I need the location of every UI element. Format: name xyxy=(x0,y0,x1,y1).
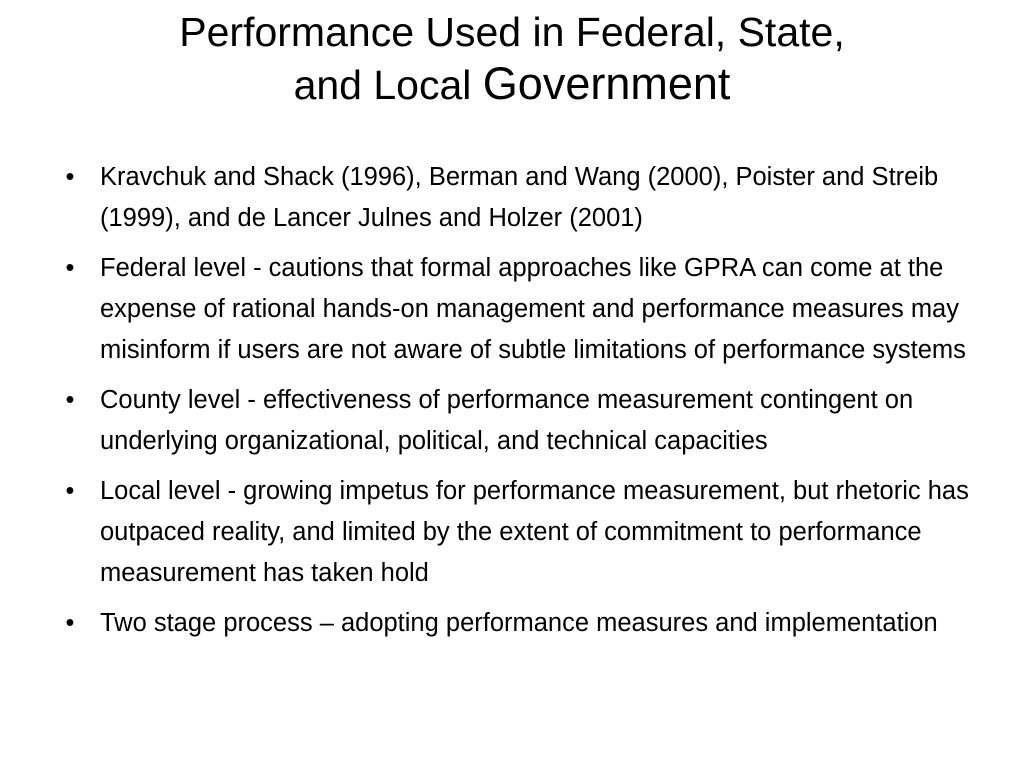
bullet-dot-icon: • xyxy=(65,477,75,505)
bullet-dot-icon: • xyxy=(65,163,75,191)
bullet-text: Two stage process – adopting performance measures and implementation xyxy=(100,609,938,637)
bullet-dot-icon: • xyxy=(65,609,75,637)
bullet-dot-icon: • xyxy=(65,386,75,414)
bullet-text: County level - effectiveness of performance measurement contingent on underlying organizational, political, and technical capacities xyxy=(100,386,914,455)
bullet-item xyxy=(60,157,970,239)
bullet-dot-icon: • xyxy=(65,254,75,282)
title-line-1: Performance Used in Federal, State, xyxy=(179,9,845,55)
title-line-2-start: and Local xyxy=(293,62,483,108)
title-line-2-end: Government xyxy=(482,58,731,109)
bullet-item xyxy=(60,380,970,462)
bullet-text: Federal level - cautions that formal approaches like GPRA can come at the expense of rational hands-on management and performance measures may misinform if users are not aware of subtle limitations of performance systems xyxy=(100,254,966,364)
bullet-list xyxy=(60,157,970,653)
bullet-text: Local level - growing impetus for performance measurement, but rhetoric has outpaced reality, and limited by the extent of commitment to performance measurement has taken hold xyxy=(100,477,969,587)
title-line-2 xyxy=(60,58,964,111)
bullet-text: Kravchuk and Shack (1996), Berman and Wang (2000), Poister and Streib (1999), and de Lancer Julnes and Holzer (2001) xyxy=(100,163,939,232)
bullet-item xyxy=(60,471,970,594)
bullet-item xyxy=(60,603,970,644)
bullet-item xyxy=(60,248,970,371)
slide-title xyxy=(60,6,964,111)
